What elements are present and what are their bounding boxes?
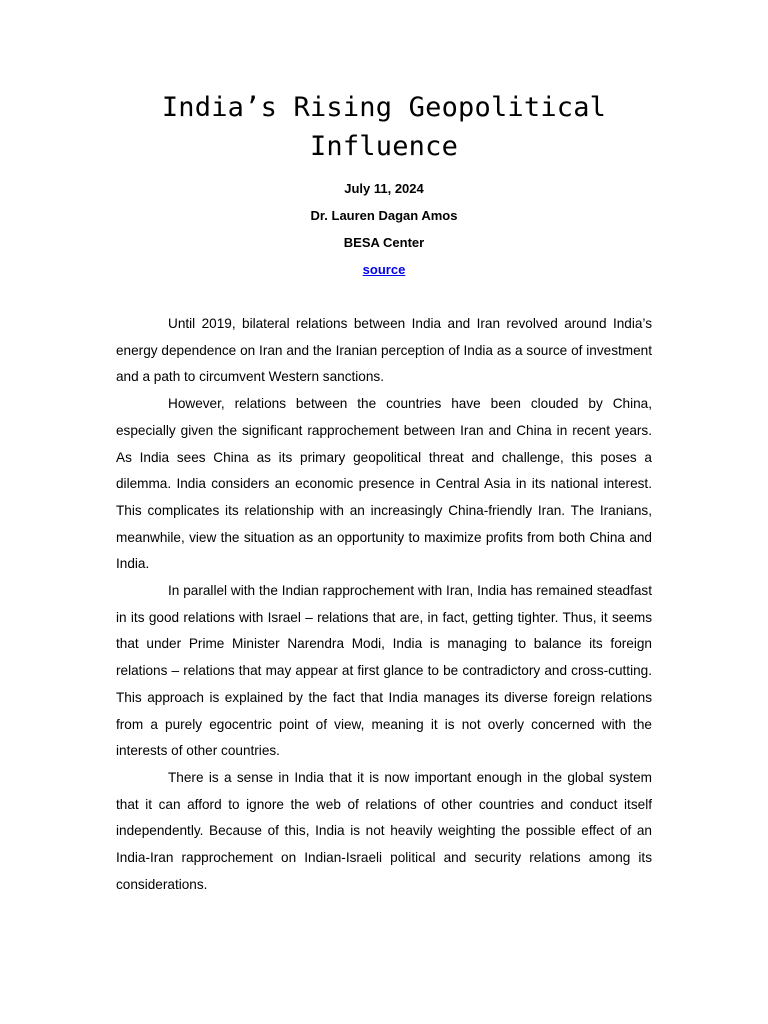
source-link[interactable]: source	[362, 262, 406, 277]
article-body	[116, 311, 652, 898]
paragraph-1: Until 2019, bilateral relations between India and Iran revolved around India’s energy dependence on Iran and the Iranian perception of India as a source of investment and a path to circumvent Western sanctions.	[116, 316, 652, 385]
organization-name: BESA Center	[343, 235, 425, 250]
source-line	[84, 261, 684, 279]
paragraph-2: However, relations between the countries have been clouded by China, especially given the significant rapprochement between Iran and China in recent years. As India sees China as its primary geopolitical threat and challenge, this poses a dilemma. India considers an economic presence in Central Asia in its national interest. This complicates its relationship with an increasingly China-friendly Iran. The Iranians, meanwhile, view the situation as an opportunity to maximize profits from both China and India.	[116, 396, 652, 572]
author-name: Dr. Lauren Dagan Amos	[310, 208, 458, 223]
publication-date: July 11, 2024	[344, 181, 424, 196]
paragraph-3: In parallel with the Indian rapprochement with Iran, India has remained steadfast in its good relations with Israel – relations that are, in fact, getting tighter. Thus, it seems that under Prime Minister Narendra Modi, India is managing to balance its foreign relations – relations that may appear at first glance to be contradictory and cross-cutting. This approach is explained by the fact that India manages its diverse foreign relations from a purely egocentric point of view, meaning it is not overly concerned with the interests of other countries.	[116, 583, 652, 759]
paragraph-4: There is a sense in India that it is now important enough in the global system that it can afford to ignore the web of relations of other countries and conduct itself independently. Because of this, India is not heavily weighting the possible effect of an India-Iran rapprochement on Indian-Israeli political and security relations among its considerations.	[116, 769, 652, 892]
document-title: India’s Rising Geopolitical Influence	[161, 92, 607, 162]
